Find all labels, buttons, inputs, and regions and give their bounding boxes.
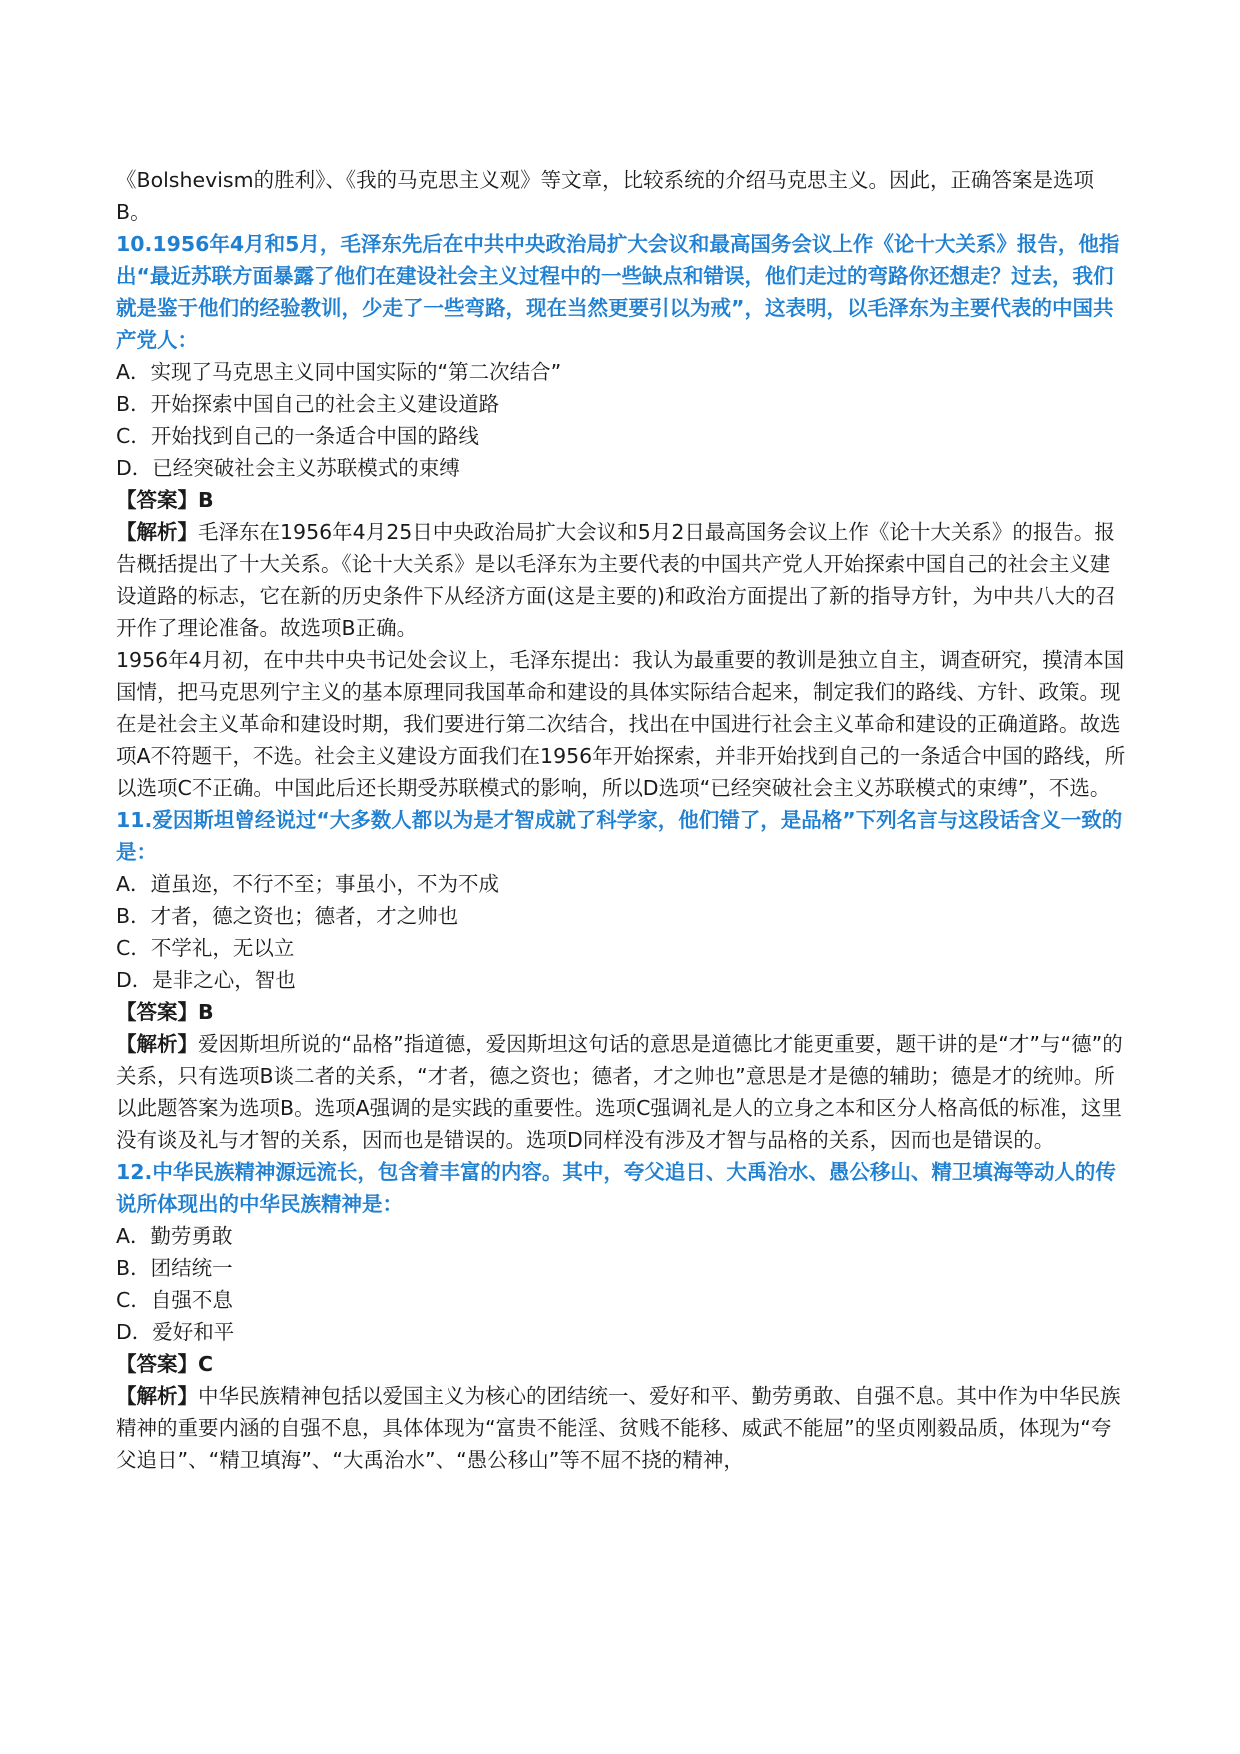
question-12-stem: 12.中华民族精神源远流长，包含着丰富的内容。其中，夸父追日、大禹治水、愚公移山、精卫填海等动人的传说所体现出的中华民族精神是： bbox=[116, 1160, 1116, 1216]
analysis-tag: 【解析】 bbox=[116, 520, 198, 544]
question-12-option-c: C．自强不息 bbox=[116, 1288, 233, 1312]
question-10-stem: 10.1956年4月和5月，毛泽东先后在中共中央政治局扩大会议和最高国务会议上作《论十大关系》报告，他指出“最近苏联方面暴露了他们在建设社会主义过程中的一些缺点和错误，他们走过的弯路你还想走？过去，我们就是鉴于他们的经验教训，少走了一些弯路，现在当然更要引以为戒”，这表明，以毛泽东为主要代表的中国共产党人： bbox=[116, 232, 1120, 352]
question-11-answer bbox=[116, 996, 1128, 1028]
question-12-analysis bbox=[116, 1380, 1128, 1476]
question-10-option-a: A．实现了马克思主义同中国实际的“第二次结合” bbox=[116, 360, 562, 384]
question-10-analysis bbox=[116, 516, 1128, 644]
answer-value: B bbox=[198, 1000, 214, 1024]
analysis-tag: 【解析】 bbox=[116, 1032, 198, 1056]
question-10-option-c: C．开始找到自己的一条适合中国的路线 bbox=[116, 424, 479, 448]
question-12-answer bbox=[116, 1348, 1128, 1380]
analysis-text: 爱因斯坦所说的“品格”指道德，爱因斯坦这句话的意思是道德比才能更重要，题干讲的是“才”与“德”的关系，只有选项B谈二者的关系，“才者，德之资也；德者，才之帅也”意思是才是德的辅助；德是才的统帅。所以此题答案为选项B。选项A强调的是实践的重要性。选项C强调礼是人的立身之本和区分人格高低的标准，这里没有谈及礼与才智的关系，因而也是错误的。选项D同样没有涉及才智与品格的关系，因而也是错误的。 bbox=[116, 1032, 1123, 1152]
question-11-option-b: B．才者，德之资也；德者，才之帅也 bbox=[116, 904, 459, 928]
answer-tag: 【答案】 bbox=[116, 488, 198, 512]
question-12-option-d: D．爱好和平 bbox=[116, 1320, 235, 1344]
intro-paragraph: 《Bolshevism的胜利》、《我的马克思主义观》等文章，比较系统的介绍马克思主义。因此，正确答案是选项B。 bbox=[116, 168, 1095, 224]
question-10-answer bbox=[116, 484, 1128, 516]
question-10-option-d: D．已经突破社会主义苏联模式的束缚 bbox=[116, 456, 460, 480]
question-10-option-b: B．开始探索中国自己的社会主义建设道路 bbox=[116, 392, 500, 416]
answer-tag: 【答案】 bbox=[116, 1352, 198, 1376]
question-12-option-b: B．团结统一 bbox=[116, 1256, 233, 1280]
question-12-option-a: A．勤劳勇敢 bbox=[116, 1224, 233, 1248]
question-11-option-a: A．道虽迩，不行不至；事虽小，不为不成 bbox=[116, 872, 500, 896]
analysis-tag: 【解析】 bbox=[116, 1384, 198, 1408]
question-11-option-d: D．是非之心，智也 bbox=[116, 968, 296, 992]
answer-tag: 【答案】 bbox=[116, 1000, 198, 1024]
question-10-analysis-extra: 1956年4月初，在中共中央书记处会议上，毛泽东提出：我认为最重要的教训是独立自主，调查研究，摸清本国国情，把马克思列宁主义的基本原理同我国革命和建设的具体实际结合起来，制定我们的路线、方针、政策。现在是社会主义革命和建设时期，我们要进行第二次结合，找出在中国进行社会主义革命和建设的正确道路。故选项A不符题干，不选。社会主义建设方面我们在1956年开始探索，并非开始找到自己的一条适合中国的路线，所以选项C不正确。中国此后还长期受苏联模式的影响，所以D选项“已经突破社会主义苏联模式的束缚”，不选。 bbox=[116, 648, 1126, 800]
answer-value: C bbox=[198, 1352, 214, 1376]
analysis-text: 中华民族精神包括以爱国主义为核心的团结统一、爱好和平、勤劳勇敢、自强不息。其中作为中华民族精神的重要内涵的自强不息，具体体现为“富贵不能淫、贫贱不能移、威武不能屈”的坚贞刚毅品质，体现为“夸父追日”、“精卫填海”、“大禹治水”、“愚公移山”等不屈不挠的精神， bbox=[116, 1384, 1121, 1472]
analysis-text: 毛泽东在1956年4月25日中央政治局扩大会议和5月2日最高国务会议上作《论十大关系》的报告。报告概括提出了十大关系。《论十大关系》是以毛泽东为主要代表的中国共产党人开始探索中国自己的社会主义建设道路的标志，它在新的历史条件下从经济方面(这是主要的)和政治方面提出了新的指导方针，为中共八大的召开作了理论准备。故选项B正确。 bbox=[116, 520, 1116, 640]
question-11-analysis bbox=[116, 1028, 1128, 1156]
question-11-stem: 11.爱因斯坦曾经说过“大多数人都以为是才智成就了科学家，他们错了，是品格”下列名言与这段话含义一致的是： bbox=[116, 808, 1123, 864]
question-11-option-c: C．不学礼，无以立 bbox=[116, 936, 295, 960]
answer-value: B bbox=[198, 488, 214, 512]
page-content bbox=[116, 164, 1128, 1476]
